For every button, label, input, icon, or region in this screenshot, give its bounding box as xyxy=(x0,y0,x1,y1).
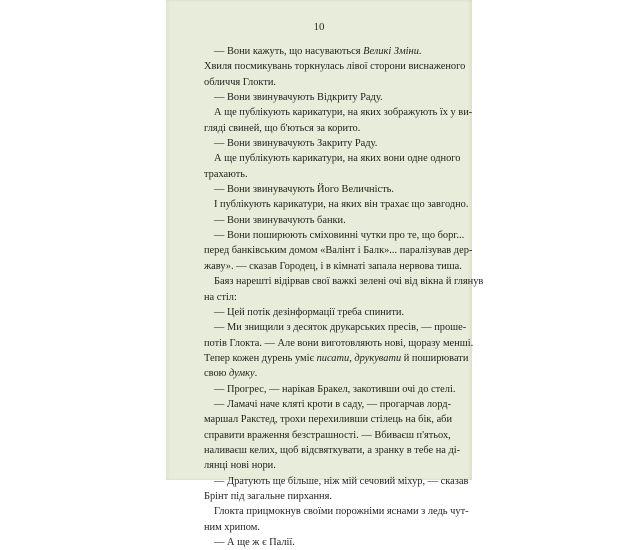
text-span: лянці нові нори. xyxy=(204,460,276,472)
text-span: ним хрипом. xyxy=(204,521,260,533)
text-span: — А ще ж є Палії. xyxy=(214,537,295,548)
text-span: А ще публікують карикатури, на яких вони одне одного xyxy=(214,153,461,165)
text-line xyxy=(204,136,440,151)
text-span: — Прогрес, — нарікав Бракел, закотивши очі до стелі. xyxy=(214,383,456,395)
text-span: — Цей потік дезінформації треба спинити. xyxy=(214,306,405,318)
text-span: наливаєш келих, щоб відсвяткувати, а зранку в тебе на ді- xyxy=(204,444,461,456)
text-line xyxy=(204,105,473,120)
text-line xyxy=(204,228,465,243)
text-line xyxy=(204,213,440,228)
text-line xyxy=(204,44,440,59)
text-line xyxy=(204,489,440,504)
text-line xyxy=(204,197,469,212)
text-line xyxy=(204,458,440,473)
text-span: . xyxy=(418,46,422,57)
text-span: — Ми знищили з десяток друкарських пресів, — проше- xyxy=(214,322,467,334)
text-span: Глокта прицмокнув своїми порожніми яснами з ледь чут- xyxy=(214,506,469,518)
text-span: . xyxy=(254,368,258,380)
text-line xyxy=(204,397,452,412)
text-span: — Вони поширюють сміховинні чутки про те, що борг... xyxy=(214,230,465,242)
text-line xyxy=(204,290,440,305)
text-line xyxy=(204,243,473,258)
text-span: трахають. xyxy=(204,168,248,180)
text-line xyxy=(204,412,453,427)
text-line xyxy=(204,366,440,381)
text-span: — Вони звинувачують банки. xyxy=(214,214,346,226)
text-span: свою xyxy=(204,368,230,380)
text-line xyxy=(204,443,461,458)
text-span: Тепер кожен дурень уміє xyxy=(204,352,317,364)
page-number: 10 xyxy=(313,21,325,33)
text-span: І публікують карикатури, на яких він трахає що завгодно. xyxy=(214,199,469,211)
text-span: — Дратують ще більше, ніж мій сечовий міхур, — сказав xyxy=(214,475,469,487)
italic-text-span: Великі Зміни xyxy=(363,46,419,57)
text-span: — Вони звинувачують Закриту Раду. xyxy=(214,138,378,150)
text-span: — Вони кажуть, що насуваються xyxy=(214,46,364,57)
italic-text-span: писати xyxy=(316,352,350,364)
italic-text-span: думку xyxy=(229,368,255,380)
text-span: маршал Ракстед, трохи перехиливши стілець на бік, аби xyxy=(204,414,453,426)
text-line xyxy=(204,474,469,489)
text-line xyxy=(204,182,440,197)
text-line xyxy=(204,351,469,366)
text-line xyxy=(204,535,440,550)
text-span: жаву». — сказав Городец, і в кімнаті запала нервова тиша. xyxy=(204,260,462,272)
text-span: обличчя Глокти. xyxy=(204,76,277,88)
text-line xyxy=(204,90,440,105)
italic-text-span: друкувати xyxy=(354,352,402,364)
text-span: й поширювати xyxy=(401,352,469,364)
text-span: , xyxy=(349,352,355,364)
text-span: — Ламачі наче кляті кроти в саду, — прогарчав лорд- xyxy=(214,398,452,410)
text-span: на стіл: xyxy=(204,291,237,303)
text-line xyxy=(204,382,456,397)
text-line xyxy=(204,121,440,136)
text-line xyxy=(204,520,440,535)
text-span: потів Глокта. — Але вони виготовляють нові, щоразу менші. xyxy=(204,337,474,349)
text-line xyxy=(204,320,467,335)
text-line xyxy=(204,75,440,90)
book-page xyxy=(166,0,484,548)
text-span: Брінт під загальне пирхання. xyxy=(204,490,332,502)
text-line xyxy=(204,59,466,74)
text-span: справити враження безстрашності. — Вбиваєш п'ятьох, xyxy=(204,429,451,441)
text-span: гляді свиней, що б'ються за корито. xyxy=(204,122,361,134)
text-line xyxy=(204,428,451,443)
text-line xyxy=(204,305,440,320)
text-span: перед банківським домом «Валінт і Балк»... паралізував дер- xyxy=(204,245,473,257)
body-text xyxy=(204,44,484,550)
text-span: — Вони звинувачують Відкриту Раду. xyxy=(214,92,383,104)
text-line xyxy=(204,151,461,166)
text-line xyxy=(204,167,440,182)
text-span: Баяз нарешті відірвав свої важкі зелені очі від вікна й глянув xyxy=(214,276,484,288)
text-span: — Вони звинувачують Його Величність. xyxy=(214,184,394,196)
text-line xyxy=(204,504,469,519)
text-span: Хвиля посмикувань торкнулась лівої сторони виснаженого xyxy=(204,61,466,73)
text-line xyxy=(204,274,484,289)
text-line xyxy=(204,259,462,274)
text-span: А ще публікують карикатури, на яких зображують їх у ви- xyxy=(214,107,473,119)
text-line xyxy=(204,336,474,351)
